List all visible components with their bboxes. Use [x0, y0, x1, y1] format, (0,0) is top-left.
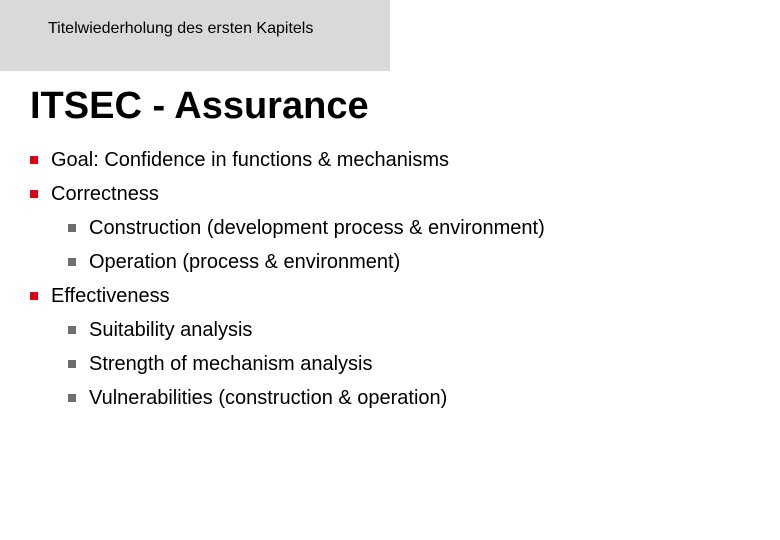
sub-bullet-item-vulnerabilities	[0, 381, 780, 415]
sub-bullet-item-operation	[0, 245, 780, 279]
square-bullet-icon	[30, 292, 38, 300]
bullet-text: Effectiveness	[51, 285, 170, 307]
bullet-item-effectiveness	[0, 279, 780, 313]
slide-title: ITSEC - Assurance	[30, 85, 369, 127]
square-bullet-icon	[68, 258, 76, 266]
square-bullet-icon	[68, 326, 76, 334]
square-bullet-icon	[68, 360, 76, 368]
bullet-text: Goal: Confidence in functions & mechanisms	[51, 149, 449, 171]
sub-bullet-text: Suitability analysis	[89, 319, 253, 341]
sub-bullet-item-construction	[0, 211, 780, 245]
sub-bullet-text: Operation (process & environment)	[89, 251, 401, 273]
bullet-list	[0, 143, 780, 415]
header-title: Titelwiederholung des ersten Kapitels	[48, 20, 314, 37]
square-bullet-icon	[68, 394, 76, 402]
sub-bullet-item-suitability	[0, 313, 780, 347]
bullet-item-goal	[0, 143, 780, 177]
square-bullet-icon	[30, 156, 38, 164]
sub-bullet-text: Strength of mechanism analysis	[89, 353, 373, 375]
sub-bullet-text: Vulnerabilities (construction & operation)	[89, 387, 448, 409]
sub-bullet-text: Construction (development process & environment)	[89, 217, 545, 239]
square-bullet-icon	[68, 224, 76, 232]
bullet-item-correctness	[0, 177, 780, 211]
bullet-text: Correctness	[51, 183, 159, 205]
header-banner	[0, 0, 390, 71]
sub-bullet-item-strength	[0, 347, 780, 381]
square-bullet-icon	[30, 190, 38, 198]
